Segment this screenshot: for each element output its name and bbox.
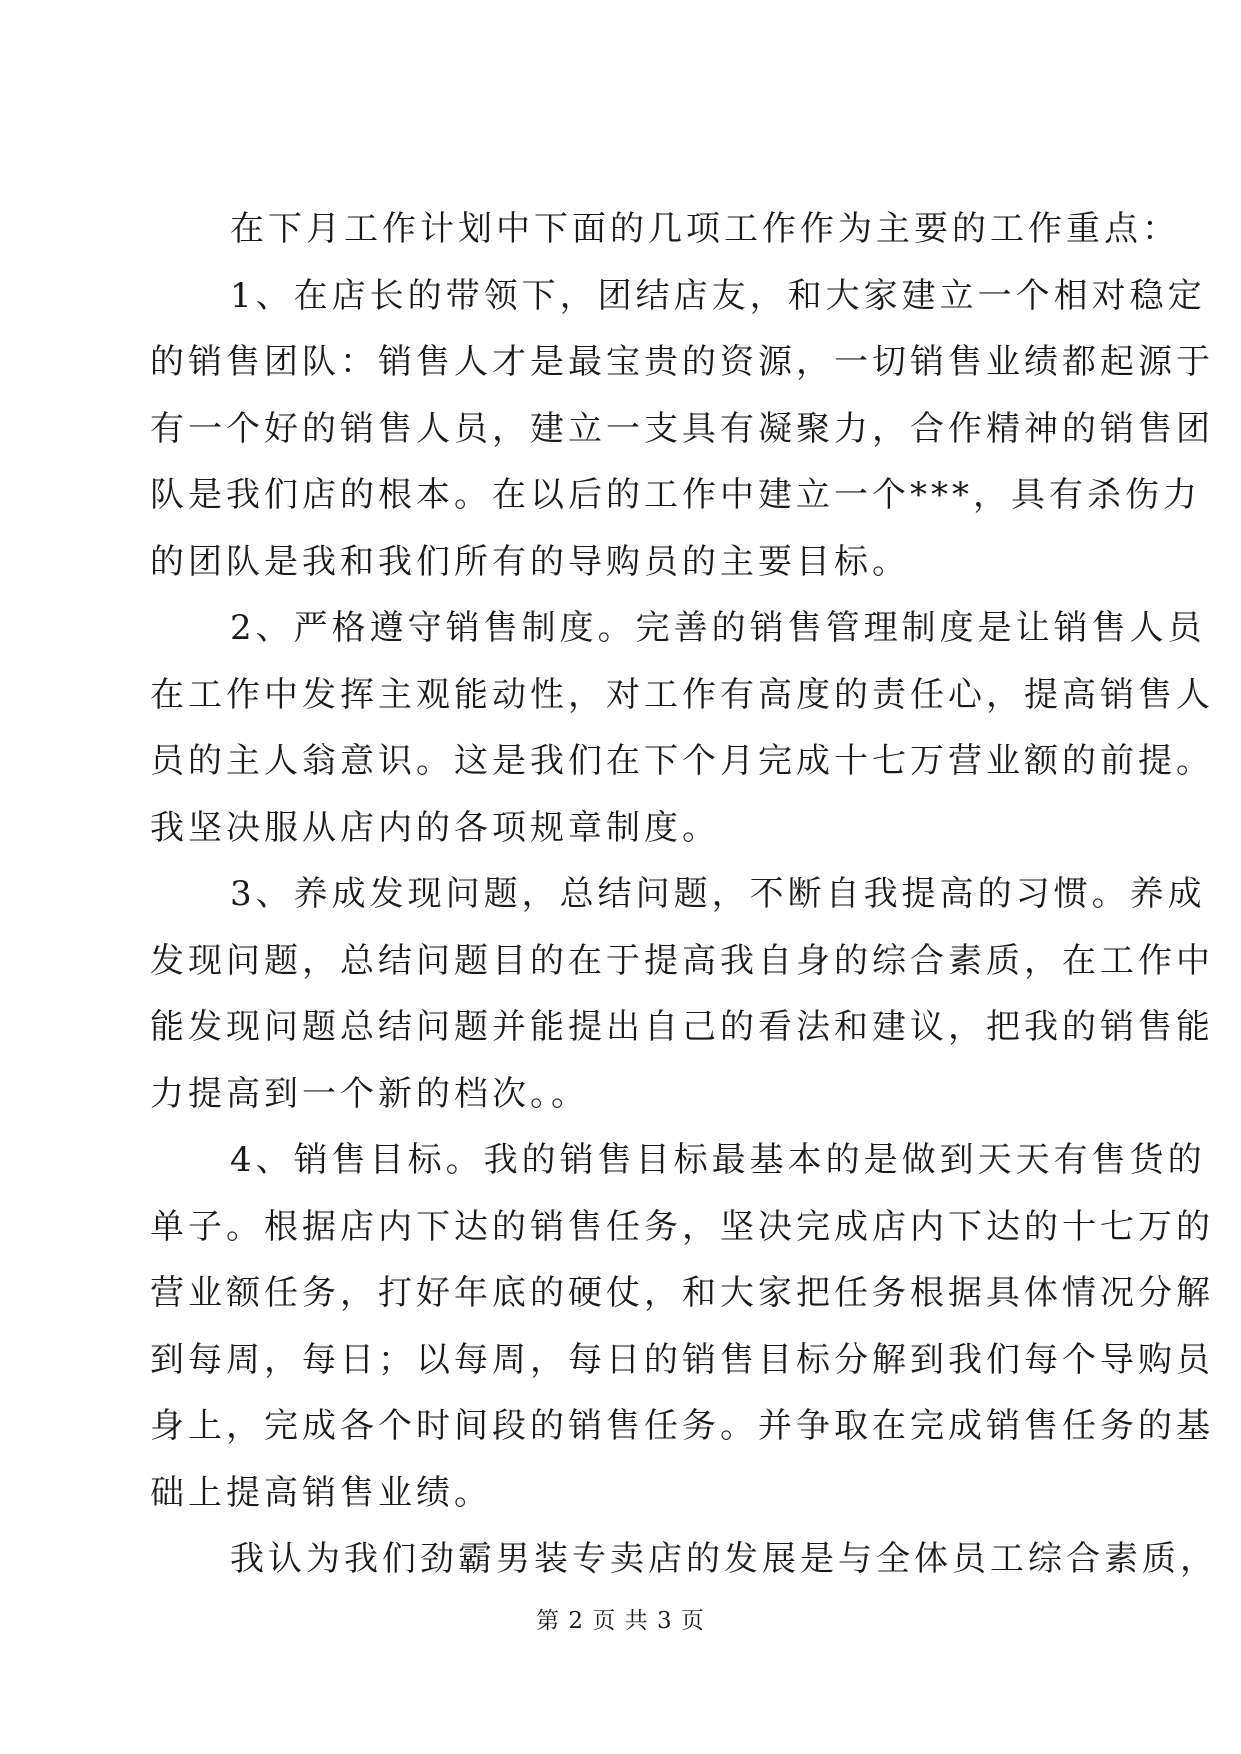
text-line: 发现问题，总结问题目的在于提高我自身的综合素质，在工作中: [150, 940, 1214, 981]
text-line: 4、销售目标。我的销售目标最基本的是做到天天有售货的: [230, 1140, 1206, 1180]
text-line: 2、严格遵守销售制度。完善的销售管理制度是让销售人员: [230, 608, 1206, 648]
text-line: 础上提高销售业绩。: [150, 1472, 492, 1513]
text-line: 我坚决服从店内的各项规章制度。: [150, 807, 720, 848]
text-line: 到每周，每日；以每周，每日的销售目标分解到我们每个导购员: [150, 1339, 1214, 1380]
text-line: 营业额任务，打好年底的硬仗，和大家把任务根据具体情况分解: [150, 1273, 1214, 1313]
text-line: 队是我们店的根本。在以后的工作中建立一个***，具有杀伤力: [150, 475, 1201, 515]
text-line: 在工作中发挥主观能动性，对工作有高度的责任心，提高销售人: [150, 674, 1214, 715]
text-line: 力提高到一个新的档次。。: [150, 1073, 589, 1114]
text-line: 的团队是我和我们所有的导购员的主要目标。: [150, 541, 910, 582]
text-line: 3、养成发现问题，总结问题，不断自我提高的习惯。养成: [230, 874, 1206, 914]
text-line: 单子。根据店内下达的销售任务，坚决完成店内下达的十七万的: [150, 1206, 1214, 1247]
text-line: 在下月工作计划中下面的几项工作作为主要的工作重点：: [230, 209, 1180, 249]
document-body: [150, 196, 1218, 1593]
text-line: 的销售团队：销售人才是最宝贵的资源，一切销售业绩都起源于: [150, 342, 1214, 382]
text-line: 员的主人翁意识。这是我们在下个月完成十七万营业额的前提。: [150, 741, 1214, 781]
text-line: 1、在店长的带领下，团结店友，和大家建立一个相对稳定: [230, 275, 1206, 316]
text-line: 能发现问题总结问题并能提出自己的看法和建议，把我的销售能: [150, 1007, 1214, 1047]
text-line: 我认为我们劲霸男装专卖店的发展是与全体员工综合素质，: [230, 1539, 1218, 1579]
page-number-footer: 第 2 页 共 3 页: [536, 1608, 705, 1634]
text-line: 有一个好的销售人员，建立一支具有凝聚力，合作精神的销售团: [150, 408, 1214, 449]
text-line: 身上，完成各个时间段的销售任务。并争取在完成销售任务的基: [150, 1406, 1214, 1446]
